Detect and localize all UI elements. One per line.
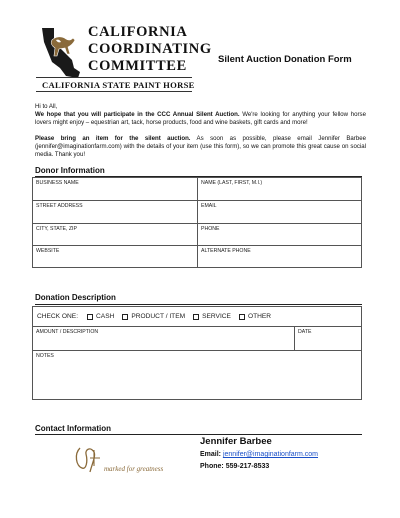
contact-section-title: Contact Information bbox=[35, 424, 111, 433]
name-field[interactable]: NAME (LAST, FIRST, M.I.) bbox=[198, 178, 362, 201]
option-other-label: OTHER bbox=[247, 313, 272, 320]
date-field[interactable]: DATE bbox=[295, 327, 362, 351]
ccc-logo bbox=[32, 24, 212, 96]
option-service-label: SERVICE bbox=[202, 313, 231, 320]
signature-logo bbox=[70, 440, 180, 480]
donor-section-title: Donor Information bbox=[35, 166, 105, 175]
option-cash-label: CASH bbox=[96, 313, 115, 320]
logo-rule-top bbox=[36, 77, 192, 78]
logo-line-2: COORDINATING bbox=[88, 41, 212, 57]
phone-field[interactable]: PHONE bbox=[198, 224, 362, 246]
other-checkbox[interactable] bbox=[239, 314, 245, 320]
intro-p2-bold: Please bring an item for the silent auction. bbox=[35, 135, 191, 142]
service-checkbox[interactable] bbox=[193, 314, 199, 320]
option-other[interactable] bbox=[239, 313, 271, 320]
option-product-item[interactable] bbox=[122, 313, 185, 320]
donation-section-rule bbox=[35, 304, 362, 305]
check-one-row bbox=[33, 307, 362, 327]
contact-email-line bbox=[200, 451, 318, 458]
intro-p1-rest: We're looking for anything your fellow horse lovers might enjoy – equestrian art, tack, horse products, food and wine baskets, gift cards and more! bbox=[35, 111, 366, 126]
city-state-zip-field[interactable]: CITY, STATE, ZIP bbox=[33, 224, 198, 246]
intro-paragraph-1 bbox=[35, 111, 366, 127]
logo-line-1: CALIFORNIA bbox=[88, 24, 188, 40]
logo-rule-bottom bbox=[36, 91, 192, 92]
check-one-options bbox=[37, 313, 358, 320]
donor-table bbox=[32, 177, 362, 268]
donation-table bbox=[32, 306, 362, 400]
intro-text bbox=[35, 103, 366, 167]
website-field[interactable]: WEBSITE bbox=[33, 246, 198, 268]
phone-label: Phone: bbox=[200, 463, 224, 470]
california-horse-icon bbox=[38, 26, 90, 78]
amount-description-field[interactable]: AMOUNT / DESCRIPTION bbox=[33, 327, 295, 351]
street-address-field[interactable]: STREET ADDRESS bbox=[33, 201, 198, 224]
contact-name: Jennifer Barbee bbox=[200, 436, 272, 447]
email-field[interactable]: EMAIL bbox=[198, 201, 362, 224]
notes-field[interactable]: NOTES bbox=[33, 351, 362, 400]
cash-checkbox[interactable] bbox=[87, 314, 93, 320]
logo-subtitle: CALIFORNIA STATE PAINT HORSE bbox=[42, 80, 195, 90]
intro-p2-rest: As soon as possible, please email Jennifer Barbee (jennifer@imaginationfarm.com) with the details of your item (use this form), so we can promote this great cause on social media. Thank you! bbox=[35, 135, 366, 158]
intro-p1-bold: We hope that you will participate in the CCC Annual Silent Auction. bbox=[35, 111, 240, 118]
contact-email-link[interactable]: jennifer@imaginationfarm.com bbox=[222, 451, 319, 458]
intro-paragraph-2 bbox=[35, 135, 366, 159]
contact-phone: 559-217-8533 bbox=[225, 463, 270, 470]
contact-section-rule bbox=[35, 434, 362, 435]
email-label: Email: bbox=[200, 451, 222, 458]
greeting: Hi to All, bbox=[35, 103, 58, 110]
logo-line-3: COMMITTEE bbox=[88, 58, 187, 74]
option-cash[interactable] bbox=[87, 313, 114, 320]
option-service[interactable] bbox=[193, 313, 231, 320]
form-title: Silent Auction Donation Form bbox=[218, 54, 352, 65]
product-item-checkbox[interactable] bbox=[122, 314, 128, 320]
donation-section-title: Donation Description bbox=[35, 293, 116, 302]
option-product-label: PRODUCT / ITEM bbox=[131, 313, 186, 320]
check-one-label: CHECK ONE: bbox=[37, 313, 79, 320]
contact-phone-line bbox=[200, 463, 269, 470]
business-name-field[interactable]: BUSINESS NAME bbox=[33, 178, 198, 201]
signature-tagline: marked for greatness bbox=[104, 465, 164, 473]
alternate-phone-field[interactable]: ALTERNATE PHONE bbox=[198, 246, 362, 268]
